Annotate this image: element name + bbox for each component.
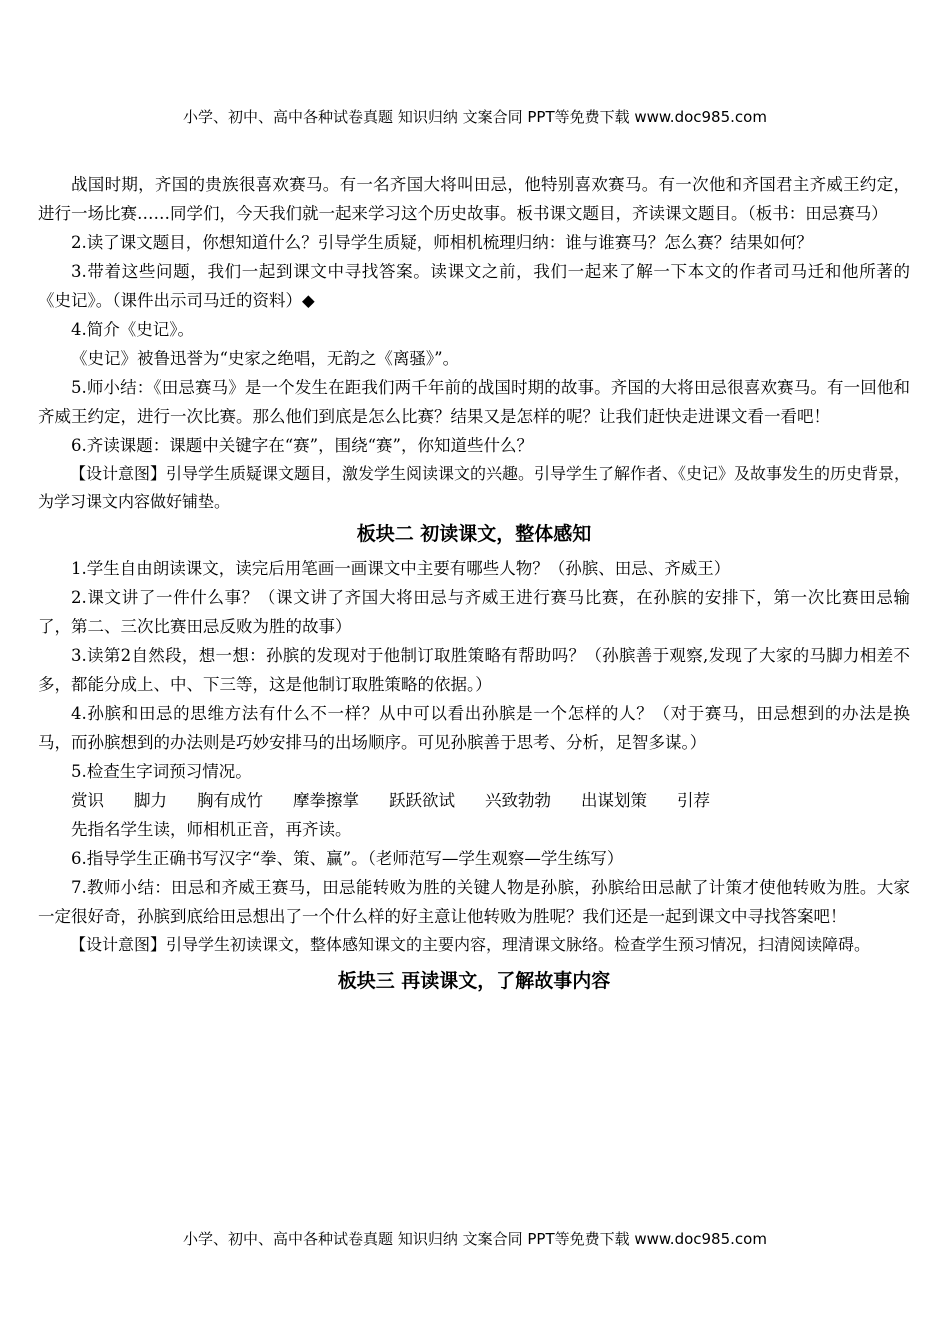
paragraph-s2-item-3: 3.读第2自然段，想一想：孙膑的发现对于他制订取胜策略有帮助吗？（孙膑善于观察,发现了大家的马脚力相差不多，都能分成上、中、下三等，这是他制订取胜策略的依据。） [38, 646, 910, 694]
paragraph-s2-item-5: 5.检查生字词预习情况。 [71, 762, 252, 781]
design-note-2: 【设计意图】引导学生初读课文，整体感知课文的主要内容，理清课文脉络。检查学生预习情况，扫清阅读障碍。 [70, 935, 871, 954]
vocab-word: 出谋划策 [581, 791, 647, 810]
paragraph-shiji-quote: 《史记》被鲁迅誉为“史家之绝唱，无韵之《离骚》”。 [71, 349, 460, 368]
section-heading-3: 板块三 再读课文，了解故事内容 [337, 970, 611, 992]
paragraph-item-3: 3.带着这些问题，我们一起到课文中寻找答案。读课文之前，我们一起来了解一下本文的作者司马迁和他所著的《史记》。（课件出示司马迁的资料）◆ [38, 262, 910, 310]
vocab-word: 赏识 [71, 791, 104, 810]
paragraph-s2-item-1: 1.学生自由朗读课文，读完后用笔画一画课文中主要有哪些人物？（孙膑、田忌、齐威王） [71, 559, 731, 578]
vocab-word: 胸有成竹 [197, 791, 263, 810]
vocab-word: 跃跃欲试 [389, 791, 455, 810]
vocab-word: 兴致勃勃 [485, 791, 551, 810]
paragraph-s2-item-4: 4.孙膑和田忌的思维方法有什么不一样？从中可以看出孙膑是一个怎样的人？（对于赛马，田忌想到的办法是换马，而孙膑想到的办法则是巧妙安排马的出场顺序。可见孙膑善于思考、分析，足智多谋。） [38, 704, 910, 752]
vocab-list [38, 786, 910, 815]
paragraph-item-5: 5.师小结：《田忌赛马》是一个发生在距我们两千年前的战国时期的故事。齐国的大将田忌很喜欢赛马。有一回他和齐威王约定，进行一次比赛。那么他们到底是怎么比赛？结果又是怎样的呢？让我们赶快走进课文看一看吧！ [38, 378, 910, 426]
section-heading-2: 板块二 初读课文，整体感知 [356, 523, 592, 545]
vocab-word: 引荐 [677, 791, 710, 810]
paragraph-intro: 战国时期，齐国的贵族很喜欢赛马。有一名齐国大将叫田忌，他特别喜欢赛马。有一次他和齐国君主齐威王约定，进行一场比赛……同学们，今天我们就一起来学习这个历史故事。板书课文题目，齐读课文题目。（板书：田忌赛马） [38, 175, 910, 223]
paragraph-s2-item-2: 2.课文讲了一件什么事？（课文讲了齐国大将田忌与齐威王进行赛马比赛，在孙膑的安排下，第一次比赛田忌输了，第二、三次比赛田忌反败为胜的故事） [38, 588, 910, 636]
paragraph-item-4: 4.简介《史记》。 [71, 320, 194, 339]
vocab-word: 脚力 [134, 791, 167, 810]
paragraph-item-2: 2.读了课文题目，你想知道什么？引导学生质疑，师相机梳理归纳：谁与谁赛马？怎么赛？结果如何？ [71, 233, 813, 252]
paragraph-s2-item-6: 6.指导学生正确书写汉字“拳、策、赢”。（老师范写—学生观察—学生练写） [71, 849, 624, 868]
document-body [38, 170, 910, 1001]
page-footer: 小学、初中、高中各种试卷真题 知识归纳 文案合同 PPT等免费下载 www.doc985.com [183, 1230, 767, 1248]
paragraph-s2-item-7: 7.教师小结：田忌和齐威王赛马，田忌能转败为胜的关键人物是孙膑，孙膑给田忌献了计策才使他转败为胜。大家一定很好奇，孙膑到底给田忌想出了一个什么样的好主意让他转败为胜呢？我们还是一起到课文中寻找答案吧！ [38, 878, 910, 926]
vocab-word: 摩拳擦掌 [293, 791, 359, 810]
paragraph-s2-item-5-follow: 先指名学生读，师相机正音，再齐读。 [71, 820, 352, 839]
design-note-1: 【设计意图】引导学生质疑课文题目，激发学生阅读课文的兴趣。引导学生了解作者、《史记》及故事发生的历史背景，为学习课文内容做好铺垫。 [38, 464, 911, 511]
page-header: 小学、初中、高中各种试卷真题 知识归纳 文案合同 PPT等免费下载 www.doc985.com [183, 108, 767, 126]
paragraph-item-6: 6.齐读课题：课题中关键字在“赛”，围绕“赛”，你知道些什么？ [71, 436, 533, 455]
